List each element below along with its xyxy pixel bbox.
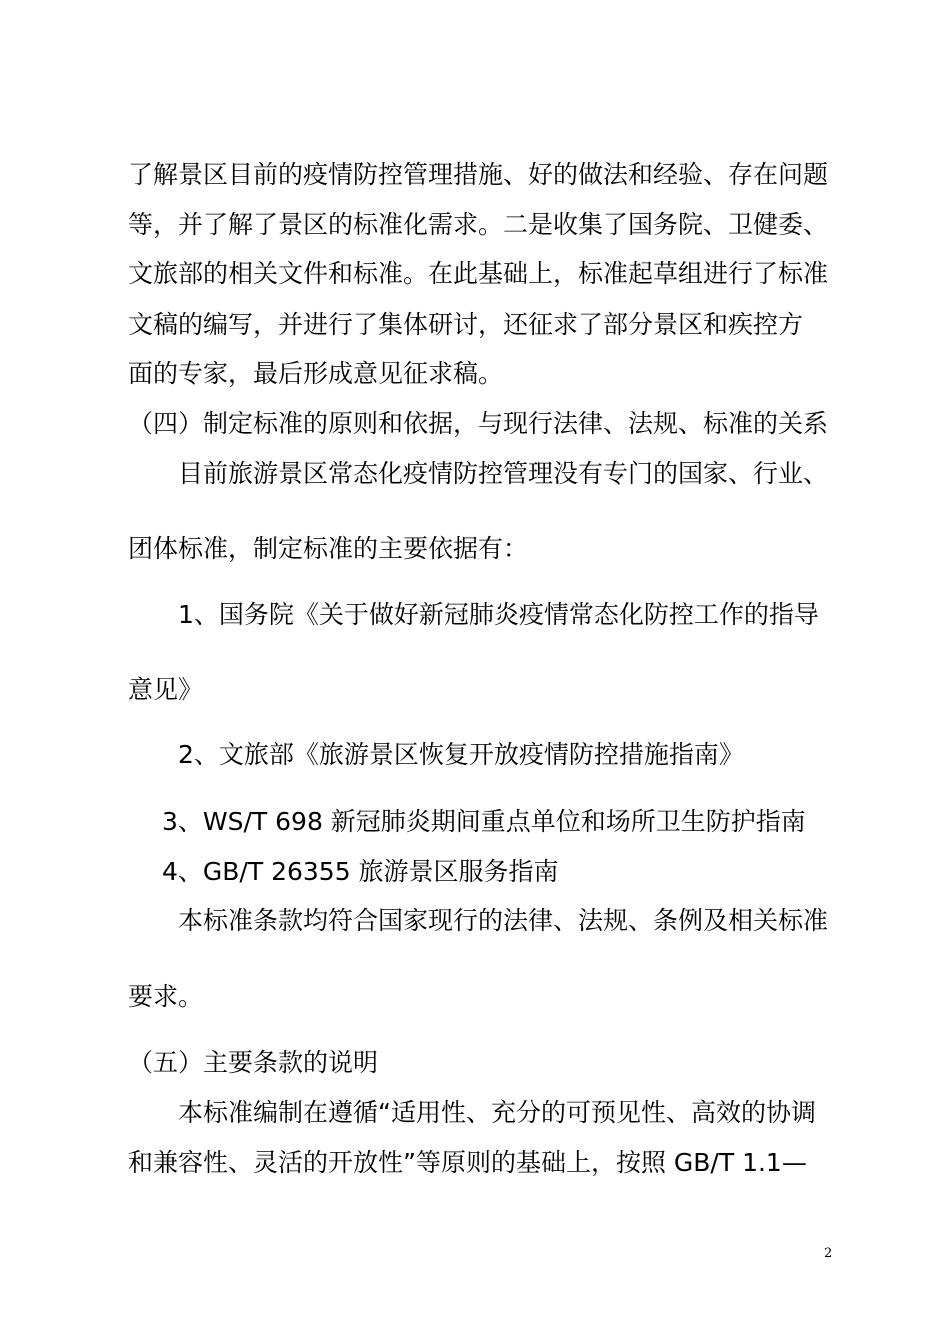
text-line: 本标准编制在遵循“适用性、充分的可预见性、高效的协调: [178, 1098, 816, 1127]
text-line: 目前旅游景区常态化疫情防控管理没有专门的国家、行业、: [178, 459, 829, 488]
list-item-2: 2、文旅部《旅游景区恢复开放疫情防控措施指南》: [178, 740, 744, 769]
section-heading-4: （四）制定标准的原则和依据，与现行法律、法规、标准的关系: [128, 409, 829, 438]
list-item-1: 1、国务院《关于做好新冠肺炎疫情常态化防控工作的指导: [178, 600, 819, 629]
section-heading-5: （五）主要条款的说明: [128, 1048, 379, 1077]
text-line: 文稿的编写，并进行了集体研讨，还征求了部分景区和疾控方: [128, 310, 804, 339]
text-line: 文旅部的相关文件和标准。在此基础上，标准起草组进行了标准: [128, 259, 829, 288]
text-line: 和兼容性、灵活的开放性”等原则的基础上，按照 GB/T 1.1—: [128, 1148, 807, 1177]
text-line: 本标准条款均符合国家现行的法律、法规、条例及相关标准: [178, 906, 829, 935]
page-number: 2: [824, 1246, 833, 1261]
list-item-1-continuation: 意见》: [128, 675, 204, 704]
list-item-4: 4、GB/T 26355 旅游景区服务指南: [162, 857, 559, 886]
text-line: 了解景区目前的疫情防控管理措施、好的做法和经验、存在问题: [128, 160, 829, 189]
text-line: 团体标准，制定标准的主要依据有：: [128, 534, 529, 563]
text-line: 等，并了解了景区的标准化需求。二是收集了国务院、卫健委、: [128, 210, 829, 239]
list-item-3: 3、WS/T 698 新冠肺炎期间重点单位和场所卫生防护指南: [162, 807, 806, 836]
text-line: 要求。: [128, 982, 204, 1011]
text-line: 面的专家，最后形成意见征求稿。: [128, 359, 504, 388]
